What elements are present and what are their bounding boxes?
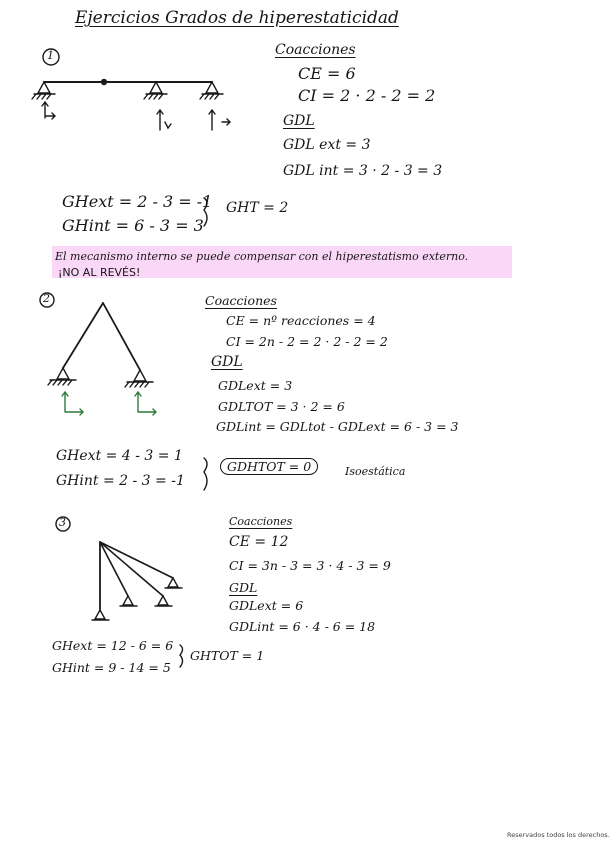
note-line-2: ¡NO AL REVÉS! xyxy=(58,266,141,279)
footer-notice: Reservados todos los derechos. xyxy=(507,831,610,839)
exercise-2-number: 2 xyxy=(43,292,50,305)
gh-ext-1: GHext = 2 - 3 = -1 xyxy=(62,192,213,211)
brace-2 xyxy=(204,458,207,490)
gdl-int-3: GDLint = 6 · 4 - 6 = 18 xyxy=(229,619,376,634)
coacciones-heading-1: Coacciones xyxy=(275,42,356,58)
coacciones-heading-3: Coacciones xyxy=(229,515,293,528)
gh-int-1: GHint = 6 - 3 = 3 xyxy=(62,216,204,235)
ci-value-1: CI = 2 · 2 - 2 = 2 xyxy=(298,86,436,105)
ce-value-3: CE = 12 xyxy=(229,534,289,550)
coacciones-heading-2: Coacciones xyxy=(205,293,277,308)
gh-tot-2: GDHTOT = 0 xyxy=(220,458,318,475)
gdl-heading-2: GDL xyxy=(211,354,243,370)
beam-diagram-1 xyxy=(32,80,230,131)
gh-ext-3: GHext = 12 - 6 = 6 xyxy=(52,638,174,653)
ci-value-3: CI = 3n - 3 = 3 · 4 - 3 = 9 xyxy=(229,558,391,573)
gdl-int-1: GDL int = 3 · 2 - 3 = 3 xyxy=(283,163,443,179)
gdl-tot-2: GDLTOT = 3 · 2 = 6 xyxy=(218,399,345,414)
gdl-ext-1: GDL ext = 3 xyxy=(283,137,371,153)
brace-3 xyxy=(180,645,183,667)
isostatic-label: Isoestática xyxy=(345,465,406,478)
exercise-1-number: 1 xyxy=(47,49,54,62)
gh-tot-3: GHTOT = 1 xyxy=(190,648,265,663)
exercise-3-number: 3 xyxy=(59,516,66,529)
gdl-heading-3: GDL xyxy=(229,580,258,595)
ci-value-2: CI = 2n - 2 = 2 · 2 - 2 = 2 xyxy=(226,334,388,349)
frame-diagram-2 xyxy=(48,303,156,415)
note-line-1: El mecanismo interno se puede compensar con el hiperestatismo externo. xyxy=(55,250,469,263)
gdl-ext-2: GDLext = 3 xyxy=(218,378,293,393)
ce-value-1: CE = 6 xyxy=(298,64,356,83)
gdl-heading-1: GDL xyxy=(283,113,315,129)
frame-diagram-3 xyxy=(92,542,182,620)
page-title: Ejercicios Grados de hiperestaticidad xyxy=(75,8,399,28)
gdl-ext-3: GDLext = 6 xyxy=(229,598,304,613)
gh-ext-2: GHext = 4 - 3 = 1 xyxy=(56,448,183,464)
gh-int-2: GHint = 2 - 3 = -1 xyxy=(56,473,185,489)
gh-total-1: GHT = 2 xyxy=(226,200,289,216)
gh-int-3: GHint = 9 - 14 = 5 xyxy=(52,660,171,675)
gdl-int-2: GDLint = GDLtot - GDLext = 6 - 3 = 3 xyxy=(216,419,459,434)
ce-value-2: CE = nº reacciones = 4 xyxy=(226,313,376,328)
